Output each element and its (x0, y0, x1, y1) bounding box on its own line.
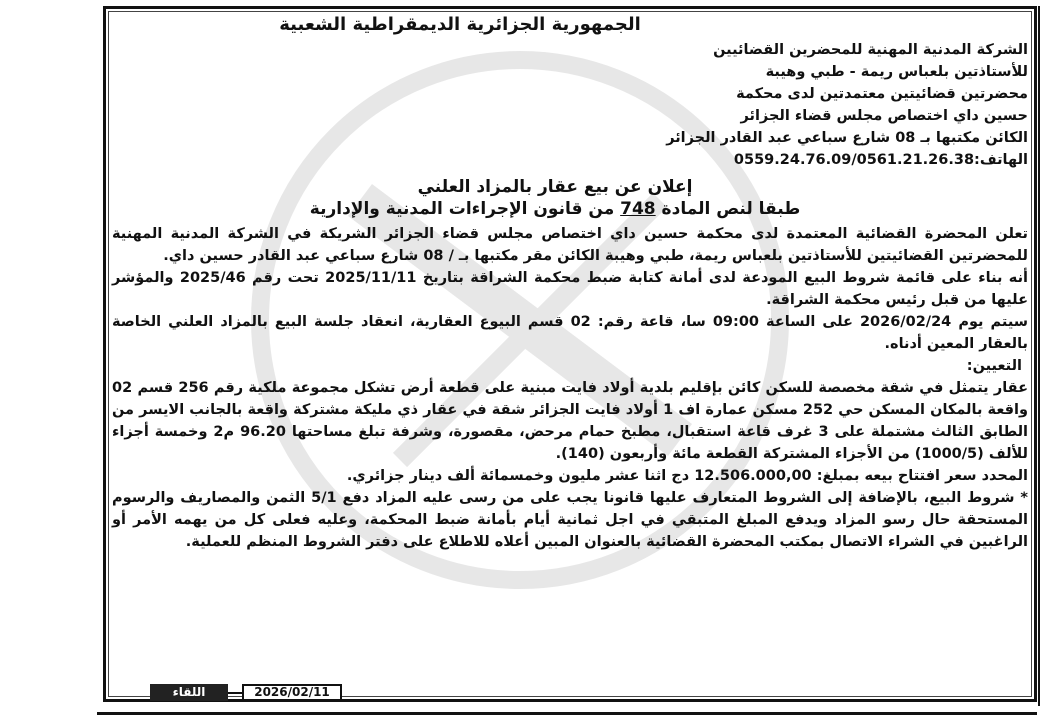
notice-body (112, 223, 1028, 553)
paragraph-announcer: تعلن المحضرة القضائية المعتمدة لدى محكمة حسين داي اختصاص مجلس قضاء الجزائر الشريكة في الشركة المدنية المهنية للمحضرتين القضائيتين للأستاذتين بلعباس ريمة، طبي وهيبة الكائن مقر مكتبها بـ / 08 شارع سباعي عبد القادر حسين داي. (112, 226, 1028, 264)
paragraph-opening-price: المحدد سعر افتتاح بيعه بمبلغ: 12.506.000,00 دج اثنا عشر مليون وخمسمائة ألف دينار جزائري. (346, 468, 1028, 484)
footer-divider (228, 692, 242, 694)
right-column-edge (1038, 6, 1057, 706)
notice-subtitle (112, 198, 1028, 221)
subtitle-post: من قانون الإجراءات المدنية والإدارية (309, 199, 621, 219)
article-number: 748 (620, 199, 656, 219)
notice-title: إعلان عن بيع عقار بالمزاد العلني (417, 177, 693, 197)
header-line-court: محضرتين قضائيتين معتمدتين لدى محكمة (736, 86, 1028, 102)
paragraph-property: عقار يتمثل في شقة مخصصة للسكن كائن بإقليم بلدية أولاد فايت مبنية على قطعة أرض تشكل مجموعة ملكية رقم 256 قسم 02 واقعة بالمكان المسكن حي 252 مسكن عمارة اف 1 أولاد فايت الجزائر شقة في عقار ذي مليكة مشتركة واقعة بالجانب الايسر من الطابق الثالث مشتملة على 3 غرف قاعة استقبال، مطبخ حمام مرحض، مقصورة، وشرفة تبلغ مساحتها 96.20 م2 وخمسة أجزاء للألف (1000/5) من الأجزاء المشتركة القطعة مائة وأربعون (140). (112, 380, 1028, 462)
legal-notice (112, 12, 1028, 553)
header-line-phone: الهاتف:0559.24.76.09/0561.21.26.38 (733, 152, 1028, 168)
designation-label: التعيين: (966, 358, 1022, 374)
header-line-jurisdiction: حسين داي اختصاص مجلس قضاء الجزائر (740, 108, 1028, 124)
header-line-address: الكائن مكتبها بـ 08 شارع سباعي عبد القادر الجزائر (666, 130, 1028, 146)
publication-date: 2026/02/11 (242, 684, 342, 701)
paragraph-conditions-filing: أنه بناء على قائمة شروط البيع المودعة لدى أمانة كتابة ضبط محكمة الشراقة بتاريخ 2025/11/11 تحت رقم 2025/46 والمؤشر عليها من قبل رئيس محكمة الشراقة. (112, 270, 1028, 308)
subtitle-pre: طبقا لنص المادة (655, 199, 801, 219)
bottom-rule (97, 712, 1037, 715)
header-line-company: الشركة المدنية المهنية للمحضرين القضائيين (713, 42, 1028, 58)
republic-heading: الجمهورية الجزائرية الديمقراطية الشعبية (279, 14, 641, 35)
paragraph-session: سيتم يوم 2026/02/24 على الساعة 09:00 سا، قاعة رقم: 02 قسم البيوع العقارية، انعقاد جلسة البيع بالمزاد العلني الخاصة بالعقار المعين أدناه. (112, 314, 1028, 352)
header-line-names: للأستاذتين بلعباس ريمة - طبي وهيبة (765, 64, 1028, 80)
paragraph-sale-conditions: * شروط البيع، بالإضافة إلى الشروط المتعارف عليها قانونا يجب على من رسى عليه المزاد دفع 5/1 الثمن والمصاريف والرسوم المستحقة حال رسو المزاد ويدفع المبلغ المتبقي في اجل ثمانية أيام بأمانة ضبط المحكمة، وعليه فعلى كل من يهمه الأمر أو الراغبين في الشراء الاتصال بمكتب المحضرة القضائية بالعنوان المبين أعلاه للاطلاع على دفتر الشروط المنظم للعملية. (112, 490, 1028, 550)
newspaper-name: اللقاء (150, 684, 228, 701)
left-margin (0, 0, 100, 725)
